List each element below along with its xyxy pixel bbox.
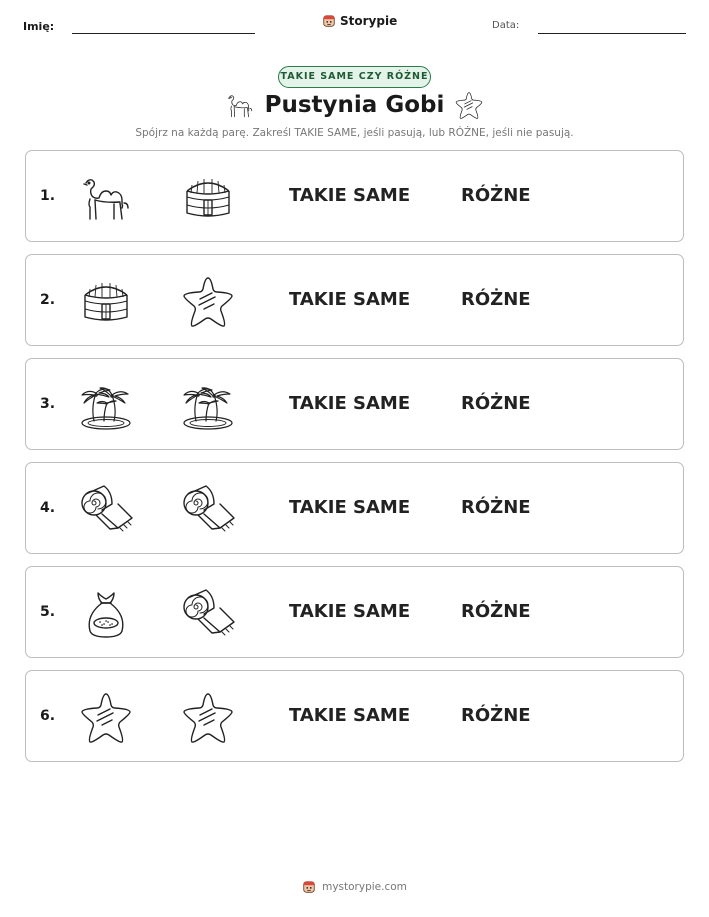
star-icon bbox=[180, 689, 236, 745]
option-same[interactable]: TAKIE SAME bbox=[289, 705, 411, 726]
row-number: 4. bbox=[40, 500, 56, 516]
question-row bbox=[25, 670, 684, 762]
brand-logo bbox=[322, 14, 397, 28]
star-icon bbox=[180, 273, 236, 329]
option-different[interactable]: RÓŻNE bbox=[461, 705, 531, 726]
oasis-icon bbox=[180, 377, 236, 433]
date-line[interactable] bbox=[538, 33, 686, 34]
option-different[interactable]: RÓŻNE bbox=[461, 185, 531, 206]
camel-icon bbox=[225, 90, 255, 120]
oasis-icon bbox=[78, 377, 134, 433]
rug-roll-icon bbox=[78, 481, 134, 537]
sack-icon bbox=[78, 585, 134, 641]
name-line[interactable] bbox=[72, 33, 255, 34]
rug-roll-icon bbox=[180, 481, 236, 537]
star-icon bbox=[78, 689, 134, 745]
storypie-logo-icon bbox=[302, 880, 316, 894]
yurt-icon bbox=[78, 273, 134, 329]
option-different[interactable]: RÓŻNE bbox=[461, 289, 531, 310]
yurt-icon bbox=[180, 169, 236, 225]
option-different[interactable]: RÓŻNE bbox=[461, 601, 531, 622]
row-number: 3. bbox=[40, 396, 56, 412]
date-label: Data: bbox=[492, 20, 520, 31]
title-row bbox=[0, 90, 709, 120]
footer-url[interactable]: mystorypie.com bbox=[322, 881, 407, 893]
option-same[interactable]: TAKIE SAME bbox=[289, 497, 411, 518]
row-number: 1. bbox=[40, 188, 56, 204]
option-different[interactable]: RÓŻNE bbox=[461, 393, 531, 414]
option-different[interactable]: RÓŻNE bbox=[461, 497, 531, 518]
option-same[interactable]: TAKIE SAME bbox=[289, 289, 411, 310]
footer bbox=[0, 880, 709, 894]
rug-roll-icon bbox=[180, 585, 236, 641]
row-number: 2. bbox=[40, 292, 56, 308]
option-same[interactable]: TAKIE SAME bbox=[289, 185, 411, 206]
row-number: 5. bbox=[40, 604, 56, 620]
instructions: Spójrz na każdą parę. Zakreśl TAKIE SAME, jeśli pasują, lub RÓŻNE, jeśli nie pasują. bbox=[135, 127, 574, 139]
brand-name: Storypie bbox=[340, 14, 398, 28]
question-row bbox=[25, 566, 684, 658]
page-title: Pustynia Gobi bbox=[264, 92, 445, 118]
option-same[interactable]: TAKIE SAME bbox=[289, 393, 411, 414]
question-row bbox=[25, 358, 684, 450]
option-same[interactable]: TAKIE SAME bbox=[289, 601, 411, 622]
question-row bbox=[25, 462, 684, 554]
question-row bbox=[25, 150, 684, 242]
row-number: 6. bbox=[40, 708, 56, 724]
name-label: Imię: bbox=[23, 20, 55, 33]
star-icon bbox=[454, 90, 484, 120]
category-badge: TAKIE SAME CZY RÓŻNE bbox=[278, 66, 431, 88]
camel-icon bbox=[78, 169, 134, 225]
question-row bbox=[25, 254, 684, 346]
storypie-logo-icon bbox=[322, 14, 336, 28]
